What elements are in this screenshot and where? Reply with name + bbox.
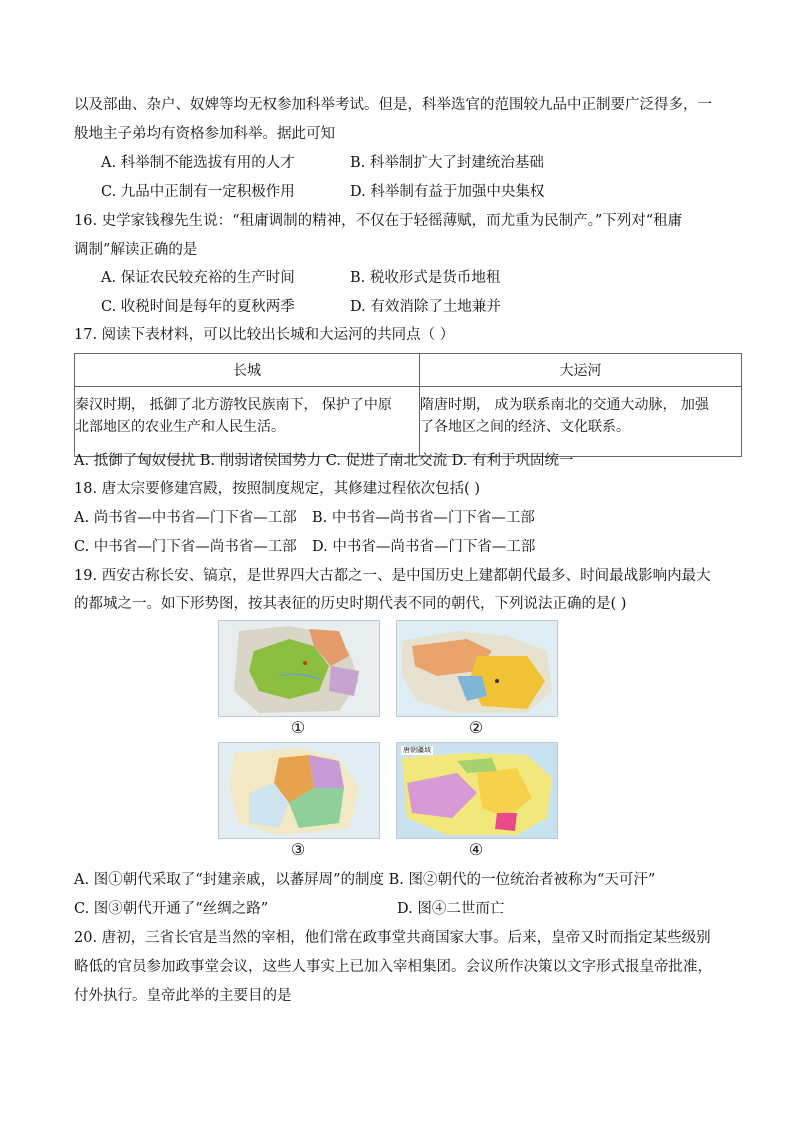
map-3-image xyxy=(218,742,380,839)
grand-canal-line2: 了各地区之间的经济、文化联系。 xyxy=(420,419,630,435)
q15-option-b: B. 科举制扩大了封建统治基础 xyxy=(350,155,544,171)
q19-line2: 的都城之一。如下形势图，按其表征的历史时期代表不同的朝代，下列说法正确的是( ) xyxy=(74,596,627,612)
map-4-title: 唐朝疆域 xyxy=(403,746,431,754)
q18-option-c: C. 中书省—门下省—尚书省—工部 xyxy=(74,539,297,555)
comparison-table xyxy=(74,353,742,457)
map-figure xyxy=(218,620,578,870)
q16-line2: 调制”解读正确的是 xyxy=(74,242,198,258)
q18-option-a: A. 尚书省—中书省—门下省—工部 xyxy=(74,510,297,526)
q15-line2: 般地主子弟均有资格参加科举。据此可知 xyxy=(74,126,335,142)
map-1-number: ① xyxy=(290,718,306,737)
q16-line1: 16. 史学家钱穆先生说：“租庸调制的精神，不仅在于轻徭薄赋，而尤重为民制产。”下列对“租庸 xyxy=(74,213,683,229)
q17-options: A. 抵御了匈奴侵扰 B. 削弱诸侯国势力 C. 促进了南北交流 D. 有利于巩固统一 xyxy=(74,453,574,469)
map-3-number: ③ xyxy=(290,840,306,859)
great-wall-line2: 北部地区的农业生产和人民生活。 xyxy=(75,419,285,435)
table-header-grand-canal: 大运河 xyxy=(420,354,742,387)
q20-line3: 付外执行。皇帝此举的主要目的是 xyxy=(74,988,292,1004)
table-cell-great-wall xyxy=(75,387,420,457)
q16-option-b: B. 税收形式是货币地租 xyxy=(350,270,501,286)
map-1-image xyxy=(218,620,380,717)
q15-option-a: A. 科举制不能选拔有用的人才 xyxy=(101,155,295,171)
map-4-image xyxy=(396,742,558,839)
q16-option-a: A. 保证农民较充裕的生产时间 xyxy=(101,270,295,286)
q18-option-b: B. 中书省—尚书省—门下省—工部 xyxy=(312,510,535,526)
great-wall-line1: 秦汉时期， 抵御了北方游牧民族南下， 保护了中原 xyxy=(75,397,392,413)
q16-option-d: D. 有效消除了土地兼并 xyxy=(350,299,501,315)
table-cell-grand-canal xyxy=(420,387,742,457)
q17-stem: 17. 阅读下表材料，可以比较出长城和大运河的共同点（ ） xyxy=(74,327,455,343)
map-2-image xyxy=(396,620,558,717)
q18-stem: 18. 唐太宗要修建宫殿，按照制度规定，其修建过程依次包括( ) xyxy=(74,481,481,497)
map-4-number: ④ xyxy=(468,840,484,859)
q20-line1: 20. 唐初，三省长官是当然的宰相，他们常在政事堂共商国家大事。后来，皇帝又时而指定某些级别 xyxy=(74,930,711,946)
q15-line1: 以及部曲、杂户、奴婢等均无权参加科举考试。但是，科举选官的范围较九品中正制要广泛得多，一 xyxy=(74,97,712,113)
q18-option-d: D. 中书省—尚书省—门下省—工部 xyxy=(312,539,536,555)
q15-option-d: D. 科举制有益于加强中央集权 xyxy=(350,184,545,200)
q20-line2: 略低的官员参加政事堂会议，这些人事实上已加入宰相集团。会议所作决策以文字形式报皇帝批准， xyxy=(74,959,712,975)
q19-option-d: D. 图④二世而亡 xyxy=(397,901,505,917)
map-2-number: ② xyxy=(468,718,484,737)
q19-option-ab: A. 图①朝代采取了“封建亲戚，以蕃屏周”的制度 B. 图②朝代的一位统治者被称为“天可汗” xyxy=(74,872,656,888)
table-header-great-wall: 长城 xyxy=(75,354,420,387)
q19-option-c: C. 图③朝代开通了“丝绸之路” xyxy=(74,901,269,917)
q15-option-c: C. 九品中正制有一定积极作用 xyxy=(101,184,295,200)
q16-option-c: C. 收税时间是每年的夏秋两季 xyxy=(101,299,295,315)
q19-line1: 19. 西安古称长安、镐京，是世界四大古都之一、是中国历史上建都朝代最多、时间最战影响内最大 xyxy=(74,568,711,584)
grand-canal-line1: 隋唐时期， 成为联系南北的交通大动脉， 加强 xyxy=(420,397,709,413)
